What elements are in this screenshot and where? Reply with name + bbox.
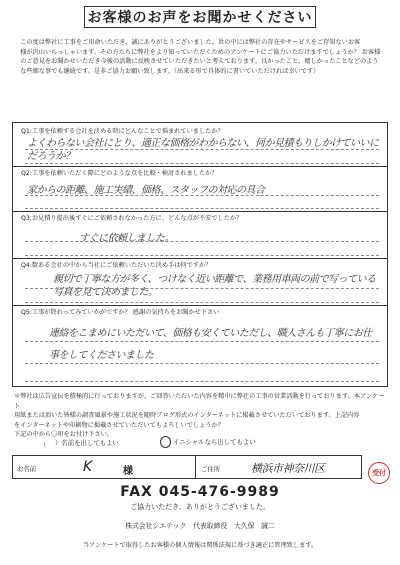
consent-note [14,392,386,440]
answer-line [25,363,379,364]
intro-line: 様が沢山いらっしゃいます。その方たちに弊社をより知っていただくためのアンケートにご協力いただけますでしょうか？ お客様 [20,48,381,56]
question-3: Q3:お見積り提出後すぐにご依頼されなかった方に、どんな点が不安でしたか？ [21,215,243,222]
answer-line [25,288,379,289]
thanks-text: ご協力いただき、ありがとうございました。 [130,503,270,511]
answer-4: 親切で丁寧な方が多く、つけなく近い距離で、業務用車両の前で写っている写真を見て決めました。 [53,274,376,298]
fax-number: FAX 045-476-9989 [120,484,280,500]
privacy-notice: 当アンケートで取得したお客様の個人情報は関係法規に基づき適正に管理致します。 [82,542,318,549]
option-label: ） [55,439,62,447]
intro-line: この度は弊社に工事をご用命いただき、誠にありがとうございました。世の中には弊社の存在やサービスをご存知ないお客 [20,39,361,46]
company-name: 株式会社シエテック 代表取締役 大久保 誠二 [125,522,275,530]
answer-line [25,241,379,242]
section-divider [13,166,387,167]
intro-line: のご意見をお聞かせいただき今後の活動に反映させていただきたいと考えております。良かったこと、嬉しかったことなどのよう [20,58,379,66]
answer-5: 連絡をこまめにいただいて、価格も安くていただし、職人さんも丁寧にお仕事をしてくださいました [49,328,372,361]
section-divider [13,211,387,212]
question-5: Q5:工事が終わってみていかがですか？ 感謝の気持ちをお聞かせ下さい [21,309,220,316]
answer-line [25,341,379,342]
answer-line [25,302,379,303]
answer-line [25,149,379,150]
section-divider [13,305,387,306]
answer-2: 家からの距離、施工実績、価格、スタッフの対応の具合 [27,185,265,196]
address-value: 横浜市神奈川区 [251,462,325,475]
intro-line: な些細な事でも継続です。是非ご協力お願い致します。（出来る形で具体的に書いていただければ幸いです） [20,67,320,75]
question-1: Q1:工事を依頼する会社を決める時にどんなことで悩まれていましたか？ [21,128,224,135]
question-2: Q2:工事を依頼いただく際にどのような点を比較・検討されましたか？ [21,170,218,177]
answer-3: すぐに依頼しました。 [79,233,174,244]
answer-line [25,195,379,196]
name-suffix: 様 [123,466,133,477]
intro-text [14,38,386,76]
address-label: ご住所 [201,465,221,473]
name-address-box [12,455,362,479]
answer-line [25,208,379,209]
option-initial-ok[interactable] [160,436,256,448]
questionnaire-box [12,122,388,387]
option-label: イニシャルなら出してもよい [173,438,256,446]
question-4: Q4:数ある会社の中から当社にご依頼いただいた決め手は何ですか？ [21,262,212,269]
note-line: 用紙または頂いた皆様の調査風景や施工状況を随時ブログ形式のインターネットに掲載させていただいております。上記内容 [14,412,360,420]
note-line: をインターネットや印刷物に掲載させていただいてもよろしいでしょうか？ [14,421,224,429]
option-label: 名前を出してもよい [61,439,119,447]
answer-line [25,255,379,256]
received-stamp: 受付 [368,462,390,484]
option-name-ok[interactable] [40,438,119,447]
answer-1: よくわらない会社にとり、適正な価格がわからない、何か見積もりしかけていいにだろうか？ [27,138,379,162]
answer-line [25,381,379,382]
field-divider [195,456,196,478]
name-value: K [83,459,93,475]
note-line: 下記の中から〇印をお付け下さい。 [14,431,113,439]
radio-circle-icon: （ [40,440,47,449]
answer-line [25,163,379,164]
name-label: お名前 [17,465,37,473]
section-divider [13,258,387,259]
page-title: お客様のお声をお聞かせください [84,6,316,28]
note-line: ＊弊社は広告宣伝を積極的に行っておりますが、ご回答いただいた内容を精中に弊社の工事の営業活動を行っております。本アンケート [14,393,385,410]
selected-circle-icon [160,436,171,448]
